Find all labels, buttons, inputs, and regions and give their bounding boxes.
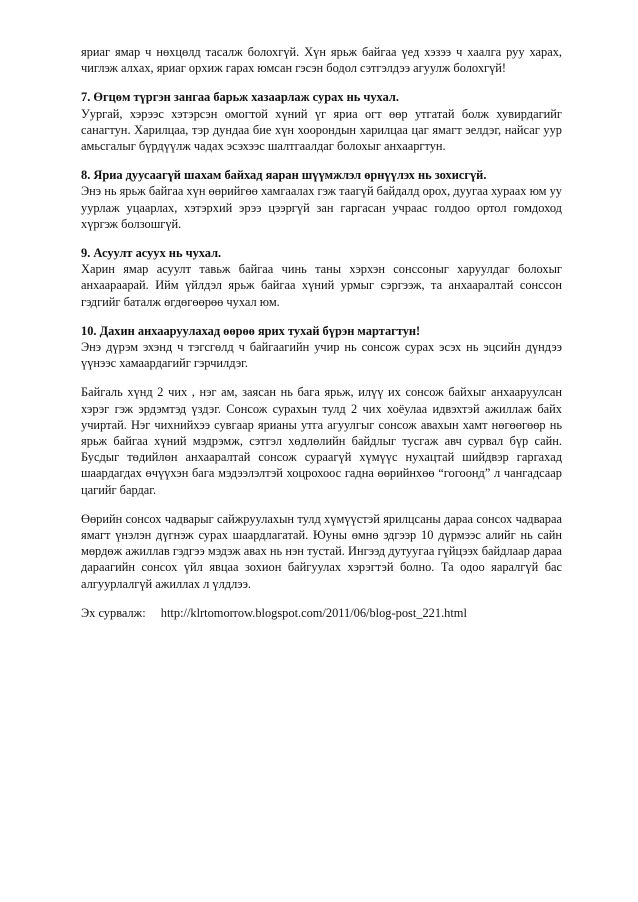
intro-paragraph	[81, 44, 562, 76]
source-label: Эх сурвалж:	[81, 605, 146, 620]
section-body: Энэ нь ярьж байгаа хүн өөрийгөө хамгаалах гэж таагүй байдалд орох, дуугаа хураах юм уу уурлаж уцаарлах, хэтэрхий эрээ цээргүй зан гаргасан учраас голдоо ортол гомдоход хүргэж болзошгүй.	[81, 184, 562, 231]
section-body: Харин ямар асуулт тавьж байгаа чинь таны хэрхэн сонссоныг харуулдаг болохыг анхаараарай. Ийм үйлдэл ярьж байгаа хүний урмыг сэргээж, та анхааралтай сонссон гэдгийг баталж өгдөгөөрөө чухал юм.	[81, 262, 562, 309]
section-heading: 10. Дахин анхааруулахад өөрөө ярих тухай бүрэн мартагтун!	[81, 323, 421, 338]
section-heading: 7. Өгцөм түргэн зангаа барьж хазаарлаж сурах нь чухал.	[81, 90, 399, 105]
section-heading: 8. Яриа дуусаагүй шахам байхад яаран шүүмжлэл өрнүүлэх нь зохисгүй.	[81, 168, 487, 183]
source-url[interactable]: http://klrtomorrow.blogspot.com/2011/06/blog-post_221.html	[160, 605, 467, 620]
body-paragraph	[81, 511, 562, 592]
paragraph-text: Өөрийн сонсох чадварыг сайжруулахын тулд хүмүүстэй ярилцсаны дараа сонсох чадвараа ямагт үнэлэн дүгнэж сурах шаардлагатай. Юуны өмнө эдгээр 10 дүрмээс алийг нь сайн мөрдөж ажиллав гэдгээ мэдэж авах нь нэн тустай. Ингээд дутуугаа гүйцээх байдлаар дараа дараагийн сонсох үйл явцаа зохион байгуулах хэрэгтэй болно. Та одоо яаралгүй бас алгуурлалгүй ажиллах л үлдлээ.	[81, 511, 562, 591]
source-line	[81, 605, 562, 621]
section-rule-7	[81, 89, 562, 154]
body-paragraph	[81, 384, 562, 497]
section-body: Уургай, хэрээс хэтэрсэн омогтой хүний үг яриа огт өөр утгатай болж хувирдагийг санагтун. Харилцаа, тэр дундаа бие хүн хоорондын харилцаа цаг ямагт эелдэг, найсаг уур амьсгалыг бүрдүүлж чадах эсэхээс шалтгаалдаг болохыг анхааргтун.	[81, 106, 562, 154]
intro-text: яриаг ямар ч нөхцөлд тасалж болохгүй. Хүн ярьж байгаа үед хэзээ ч хаалга руу харах, чиглэж алхах, яриаг орхиж гарах юмсан гэсэн бодол сэтгэлдээ агуулж болохгүй!	[81, 45, 562, 76]
section-rule-8	[81, 167, 562, 232]
section-rule-9	[81, 245, 562, 310]
section-body: Энэ дүрэм эхэнд ч тэгсгөлд ч байгаагийн учир нь сонсож сурах эсэх нь эцсийн дүндээ үүнээс хамаардагийг гэрчилдэг.	[81, 340, 562, 371]
paragraph-text: Байгаль хүнд 2 чих , нэг ам, заясан нь бага ярьж, илүү их сонсож байхыг анхааруулсан хэрэг гэж эрдэмтэд үздэг. Сонсож сурахын тулд 2 чих хоёулаа идвэхтэй ажиллаж байх учиртай. Нэг чихнийхээ сувгаар ярианы утга агуулгыг сонсож авахын хамт нөгөөгөөр нь ярьж байгаа хүний мэдрэмж, сэтгэл хөдлөлийн байдлыг тусгаж авч сурвал бүр сайн. Бусдыг төдийлөн анхааралтай сонсож сураагүй хүмүүс нухацтай шийдвэр гаргахад шаардагдах өчүүхэн бага мэдээлэлтэй хоцрохоос гадна өөрийнхөө “гогоонд” л чангадсаар цагийг бардаг.	[81, 385, 562, 497]
section-rule-10	[81, 323, 562, 372]
section-heading: 9. Асуулт асуух нь чухал.	[81, 246, 222, 261]
